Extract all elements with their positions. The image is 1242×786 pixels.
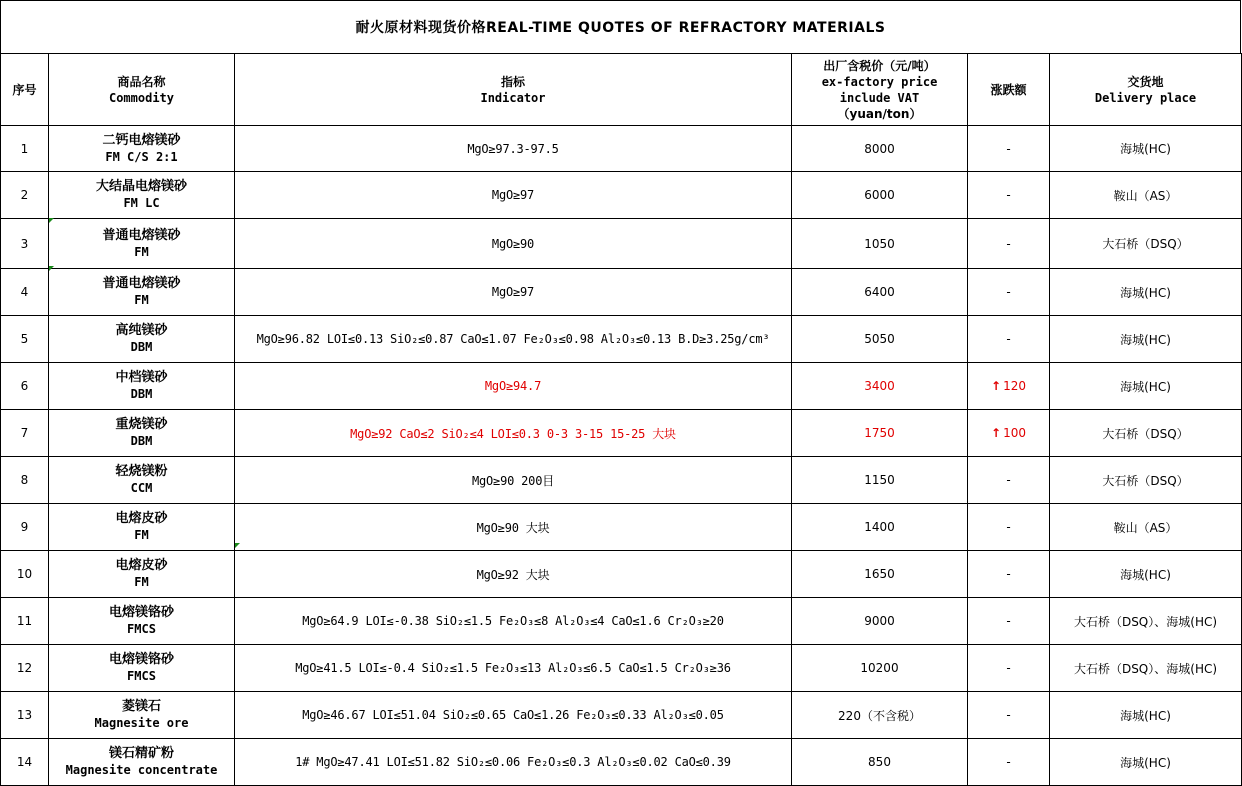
- cell-indicator[interactable]: MgO≥97: [235, 269, 792, 316]
- cell-seq[interactable]: 6: [1, 363, 49, 410]
- cell-price[interactable]: 8000: [792, 126, 968, 172]
- table-row[interactable]: [1, 219, 1242, 269]
- change-value: -: [1006, 236, 1011, 251]
- cell-change[interactable]: [968, 410, 1050, 457]
- header-price-l2: ex-factory price: [821, 74, 938, 89]
- cell-indicator[interactable]: MgO≥64.9 LOI≤-0.38 SiO₂≤1.5 Fe₂O₃≤8 Al₂O₃≤4 CaO≤1.6 Cr₂O₃≥20: [235, 598, 792, 645]
- price-table: [0, 53, 1242, 786]
- commodity-en: FM: [134, 528, 149, 542]
- commodity-cn: 电熔镁铬砂: [108, 605, 174, 620]
- commodity-cn: 大结晶电熔镁砂: [95, 179, 187, 194]
- header-commodity-en: Commodity: [108, 90, 175, 105]
- header-place[interactable]: [1050, 54, 1242, 126]
- commodity-cn: 电熔皮砂: [115, 558, 168, 573]
- change-value: -: [1006, 755, 1011, 769]
- cell-seq[interactable]: 13: [1, 692, 49, 739]
- cell-commodity[interactable]: [49, 645, 235, 692]
- header-place-en: Delivery place: [1094, 90, 1197, 105]
- header-price-l3: include VAT: [839, 90, 920, 105]
- comment-marker-icon: [49, 266, 54, 271]
- cell-price[interactable]: 6000: [792, 172, 968, 219]
- cell-commodity[interactable]: [49, 692, 235, 739]
- comment-marker-icon: [49, 218, 54, 223]
- cell-commodity[interactable]: [49, 363, 235, 410]
- cell-place[interactable]: 鞍山（AS）: [1050, 172, 1242, 219]
- cell-indicator[interactable]: MgO≥41.5 LOI≤-0.4 SiO₂≤1.5 Fe₂O₃≤13 Al₂O₃≤6.5 CaO≤1.5 Cr₂O₃≥36: [235, 645, 792, 692]
- commodity-en: Magnesite concentrate: [65, 763, 218, 777]
- change-value: 120: [1003, 379, 1026, 393]
- cell-change[interactable]: [968, 172, 1050, 219]
- header-change[interactable]: 涨跌额: [968, 54, 1050, 126]
- cell-indicator[interactable]: MgO≥92 CaO≤2 SiO₂≤4 LOI≤0.3 0-3 3-15 15-25 大块: [235, 410, 792, 457]
- cell-commodity[interactable]: [49, 598, 235, 645]
- up-arrow-icon: ↑: [991, 379, 1002, 393]
- cell-commodity[interactable]: [49, 219, 235, 269]
- cell-change[interactable]: [968, 269, 1050, 316]
- commodity-cn: 菱镁石: [121, 699, 161, 714]
- cell-price[interactable]: 1650: [792, 551, 968, 598]
- cell-price[interactable]: 9000: [792, 598, 968, 645]
- table-body: [1, 126, 1242, 786]
- cell-indicator[interactable]: MgO≥46.67 LOI≤51.04 SiO₂≤0.65 CaO≤1.26 Fe₂O₃≤0.33 Al₂O₃≤0.05: [235, 692, 792, 739]
- cell-place[interactable]: 大石桥（DSQ）: [1050, 410, 1242, 457]
- cell-indicator[interactable]: MgO≥94.7: [235, 363, 792, 410]
- table-row[interactable]: [1, 316, 1242, 363]
- cell-price[interactable]: 6400: [792, 269, 968, 316]
- cell-change[interactable]: [968, 363, 1050, 410]
- cell-price[interactable]: 220（不含税）: [792, 692, 968, 739]
- table-row[interactable]: [1, 410, 1242, 457]
- commodity-en: FMCS: [127, 669, 156, 683]
- change-value: -: [1006, 473, 1011, 487]
- cell-indicator[interactable]: MgO≥92 大块: [235, 551, 792, 598]
- cell-indicator[interactable]: MgO≥90 200目: [235, 457, 792, 504]
- cell-seq[interactable]: 3: [1, 219, 49, 269]
- cell-change[interactable]: [968, 692, 1050, 739]
- table-row[interactable]: [1, 269, 1242, 316]
- table-row[interactable]: [1, 363, 1242, 410]
- cell-place[interactable]: 鞍山（AS）: [1050, 504, 1242, 551]
- header-commodity-cn: 商品名称: [117, 74, 166, 89]
- table-row[interactable]: [1, 551, 1242, 598]
- cell-commodity[interactable]: [49, 504, 235, 551]
- commodity-cn: 电熔皮砂: [115, 511, 168, 526]
- commodity-cn: 普通电熔镁砂: [102, 227, 181, 243]
- table-row[interactable]: [1, 504, 1242, 551]
- table-row[interactable]: [1, 172, 1242, 219]
- cell-seq[interactable]: 10: [1, 551, 49, 598]
- cell-price[interactable]: 1750: [792, 410, 968, 457]
- cell-place[interactable]: 海城(HC): [1050, 739, 1242, 786]
- cell-indicator[interactable]: MgO≥97: [235, 172, 792, 219]
- cell-place[interactable]: 海城(HC): [1050, 363, 1242, 410]
- cell-place[interactable]: 海城(HC): [1050, 269, 1242, 316]
- cell-indicator[interactable]: MgO≥90 大块: [235, 504, 792, 551]
- up-arrow-icon: ↑: [991, 426, 1002, 440]
- cell-indicator[interactable]: MgO≥90: [235, 219, 792, 269]
- sheet-title[interactable]: 耐火原材料现货价格REAL-TIME QUOTES OF REFRACTORY MATERIALS: [0, 0, 1241, 54]
- cell-price[interactable]: 1050: [792, 219, 968, 269]
- commodity-cn: 普通电熔镁砂: [102, 276, 181, 291]
- commodity-cn: 电熔镁铬砂: [108, 652, 174, 667]
- cell-price[interactable]: 1400: [792, 504, 968, 551]
- cell-commodity[interactable]: [49, 739, 235, 786]
- cell-change[interactable]: [968, 504, 1050, 551]
- commodity-en: FM LC: [123, 196, 160, 210]
- commodity-en: Magnesite ore: [94, 716, 189, 730]
- table-row[interactable]: [1, 645, 1242, 692]
- cell-change[interactable]: [968, 316, 1050, 363]
- change-value: -: [1006, 285, 1011, 299]
- cell-place[interactable]: 海城(HC): [1050, 316, 1242, 363]
- commodity-cn: 重烧镁砂: [115, 417, 168, 432]
- table-row[interactable]: [1, 692, 1242, 739]
- cell-place[interactable]: 大石桥（DSQ）: [1050, 219, 1242, 269]
- header-price[interactable]: [792, 54, 968, 126]
- cell-price[interactable]: 1150: [792, 457, 968, 504]
- change-value: 100: [1003, 426, 1026, 440]
- commodity-en: DBM: [130, 340, 153, 354]
- cell-change[interactable]: [968, 219, 1050, 269]
- cell-seq[interactable]: 2: [1, 172, 49, 219]
- cell-seq[interactable]: 11: [1, 598, 49, 645]
- change-value: -: [1006, 661, 1011, 675]
- cell-change[interactable]: [968, 126, 1050, 172]
- cell-commodity[interactable]: [49, 172, 235, 219]
- cell-change[interactable]: [968, 457, 1050, 504]
- commodity-en: CCM: [130, 481, 153, 495]
- cell-price[interactable]: 10200: [792, 645, 968, 692]
- cell-change[interactable]: [968, 551, 1050, 598]
- cell-seq[interactable]: 7: [1, 410, 49, 457]
- cell-place[interactable]: 大石桥（DSQ）、海城(HC): [1050, 598, 1242, 645]
- table-row[interactable]: [1, 126, 1242, 172]
- change-value: -: [1006, 188, 1011, 202]
- cell-commodity[interactable]: [49, 269, 235, 316]
- comment-marker-icon: [235, 543, 240, 548]
- cell-place[interactable]: 大石桥（DSQ）、海城(HC): [1050, 645, 1242, 692]
- commodity-en: DBM: [130, 434, 153, 448]
- header-indicator-en: Indicator: [480, 90, 546, 105]
- cell-indicator[interactable]: MgO≥97.3-97.5: [235, 126, 792, 172]
- commodity-cn: 高纯镁砂: [115, 323, 168, 338]
- cell-commodity[interactable]: [49, 551, 235, 598]
- cell-price[interactable]: 850: [792, 739, 968, 786]
- commodity-en: FM: [134, 244, 149, 259]
- change-value: -: [1006, 520, 1011, 534]
- cell-indicator[interactable]: 1# MgO≥47.41 LOI≤51.82 SiO₂≤0.06 Fe₂O₃≤0.3 Al₂O₃≤0.02 CaO≤0.39: [235, 739, 792, 786]
- cell-commodity[interactable]: [49, 126, 235, 172]
- cell-seq[interactable]: 14: [1, 739, 49, 786]
- header-place-cn: 交货地: [1127, 74, 1164, 89]
- table-row[interactable]: [1, 598, 1242, 645]
- cell-indicator[interactable]: MgO≥96.82 LOI≤0.13 SiO₂≤0.87 CaO≤1.07 Fe₂O₃≤0.98 Al₂O₃≤0.13 B.D≥3.25g/cm³: [235, 316, 792, 363]
- change-value: -: [1006, 614, 1011, 628]
- cell-seq[interactable]: 1: [1, 126, 49, 172]
- header-indicator-cn: 指标: [500, 74, 525, 89]
- commodity-en: DBM: [130, 387, 153, 401]
- cell-commodity[interactable]: [49, 410, 235, 457]
- cell-place[interactable]: 海城(HC): [1050, 126, 1242, 172]
- commodity-cn: 镁石精矿粉: [108, 746, 174, 761]
- header-row: [1, 54, 1242, 126]
- cell-change[interactable]: [968, 598, 1050, 645]
- commodity-cn: 中档镁砂: [115, 370, 168, 385]
- cell-seq[interactable]: 5: [1, 316, 49, 363]
- table-row[interactable]: [1, 457, 1242, 504]
- commodity-cn: 轻烧镁粉: [115, 464, 168, 479]
- commodity-en: FM C/S 2:1: [105, 149, 178, 164]
- cell-commodity[interactable]: [49, 457, 235, 504]
- change-value: -: [1006, 567, 1011, 581]
- cell-seq[interactable]: 12: [1, 645, 49, 692]
- header-indicator[interactable]: [235, 54, 792, 126]
- cell-seq[interactable]: 4: [1, 269, 49, 316]
- cell-commodity[interactable]: [49, 316, 235, 363]
- cell-seq[interactable]: 9: [1, 504, 49, 551]
- cell-place[interactable]: 海城(HC): [1050, 692, 1242, 739]
- header-seq[interactable]: 序号: [1, 54, 49, 126]
- commodity-en: FMCS: [127, 622, 156, 636]
- cell-change[interactable]: [968, 645, 1050, 692]
- cell-price[interactable]: 5050: [792, 316, 968, 363]
- cell-change[interactable]: [968, 739, 1050, 786]
- cell-price[interactable]: 3400: [792, 363, 968, 410]
- header-price-l4: （yuan/ton）: [837, 106, 922, 121]
- change-value: -: [1006, 332, 1011, 346]
- commodity-cn: 二钙电熔镁砂: [102, 132, 181, 148]
- commodity-en: FM: [134, 575, 149, 589]
- cell-place[interactable]: 大石桥（DSQ）: [1050, 457, 1242, 504]
- commodity-en: FM: [134, 293, 149, 307]
- cell-place[interactable]: 海城(HC): [1050, 551, 1242, 598]
- change-value: -: [1006, 708, 1011, 722]
- header-price-l1: 出厂含税价（元/吨）: [823, 58, 936, 73]
- header-commodity[interactable]: [49, 54, 235, 126]
- cell-seq[interactable]: 8: [1, 457, 49, 504]
- table-row[interactable]: [1, 739, 1242, 786]
- change-value: -: [1006, 141, 1011, 156]
